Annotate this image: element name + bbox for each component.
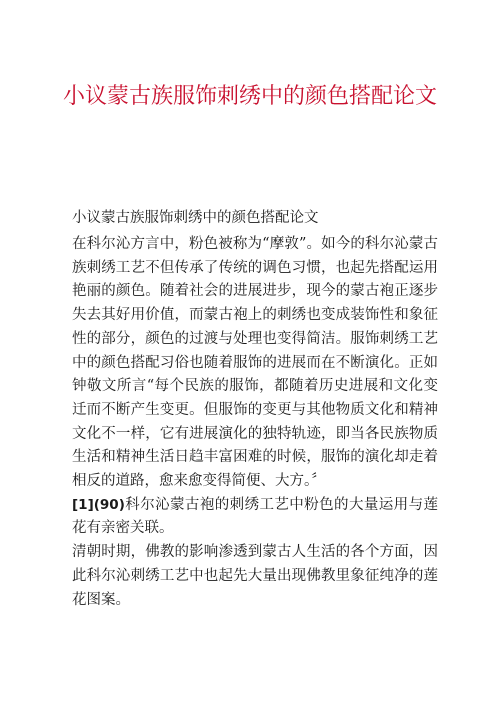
- document-title: 小议蒙古族服饰刺绣中的颜色搭配论文: [62, 84, 437, 109]
- paragraph-3: 清朝时期，佛教的影响渗透到蒙古人生活的各个方面，因此科尔沁刺绣工艺中也起先大量出现佛教里象征纯净的莲花图案。: [72, 544, 438, 608]
- paragraph-2-text: 科尔沁蒙古袍的刺绣工艺中粉色的大量运用与莲花有亲密关联。: [72, 496, 438, 537]
- paragraph-2: [72, 494, 438, 541]
- document-body: [72, 233, 438, 612]
- paragraph-1: 在科尔沁方言中，粉色被称为“摩敦”。如今的科尔沁蒙古族刺绣工艺不但传承了传统的调色习惯，也起先搭配运用艳丽的颜色。随着社会的进展进步，现今的蒙古袍正逐步失去其好用价值，而蒙古袍上的刺绣也变成装饰性和象征性的部分，颜色的过渡与处理也变得简洁。服饰刺绣工艺中的颜色搭配习俗也随着服饰的进展而在不断演化。正如钟敬文所言“每个民族的服饰，都随着历史进展和文化变迁而不断产生变更。但服饰的变更与其他物质文化和精神文化不一样，它有进展演化的独特轨迹，即当各民族物质生活和精神生活日趋丰富困难的时候，服饰的演化却走着相反的道路，愈来愈变得简便、大方。〞: [72, 236, 438, 490]
- citation-reference: [1](90): [72, 496, 125, 513]
- document-subtitle: 小议蒙古族服饰刺绣中的颜色搭配论文: [72, 210, 319, 226]
